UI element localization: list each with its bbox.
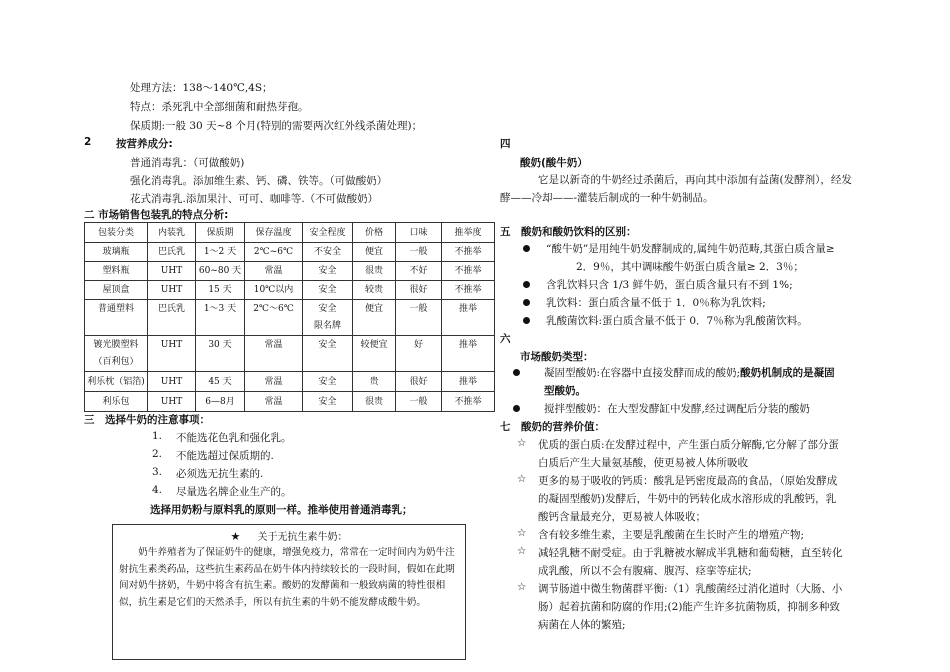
star-outline-icon: ☆ — [517, 437, 527, 449]
table-row — [85, 262, 495, 281]
table-cell: UHT — [148, 392, 196, 412]
s2-item-1: 普通消毒乳：（可做酸奶) — [130, 157, 245, 169]
feature-line: 特点：杀死乳中全部细菌和耐热芽孢。 — [130, 101, 309, 113]
table-cell: 贵 — [353, 372, 396, 392]
section-4-title: 酸奶(酸牛奶） — [520, 157, 588, 169]
table-cell: 不推举 — [442, 262, 495, 281]
s3-item-4-num: 4. — [152, 484, 163, 496]
s3-item-3-num: 3. — [152, 466, 163, 478]
s7-line: 减轻乳糖不耐受症。由于乳糖被水解成半乳糖和葡萄糖，直至转化 — [538, 547, 843, 559]
table-row — [85, 372, 495, 392]
table-cell: 安全 — [303, 336, 353, 372]
s7-line: 病菌在人体的繁殖; — [538, 619, 626, 631]
table-row — [85, 281, 495, 300]
bullet-icon — [523, 281, 530, 288]
table-header-cell: 安全程度 — [303, 223, 353, 243]
table-cell: 不推举 — [442, 243, 495, 262]
table-cell: 较贵 — [353, 281, 396, 300]
bullet-icon — [513, 405, 520, 412]
table-row — [85, 300, 495, 336]
s7-line: 含有较多维生素，主要是乳酸菌在生长时产生的增殖产物; — [538, 529, 805, 541]
table-cell: 一般 — [396, 300, 442, 336]
table-cell: 不好 — [396, 262, 442, 281]
s3-item-3: 必须选无抗生素的. — [176, 468, 264, 480]
star-outline-icon: ☆ — [517, 527, 527, 539]
s5-item-4: 乳酸菌饮料:蛋白质含量不低于 0．7％称为乳酸菌饮料。 — [546, 315, 808, 327]
table-cell: 45 天 — [196, 372, 245, 392]
s7-line: 优质的蛋白质:在发酵过程中，产生蛋白质分解酶,它分解了部分蛋 — [538, 439, 839, 451]
table-row — [85, 243, 495, 262]
table-header-cell: 价格 — [353, 223, 396, 243]
table-row — [85, 392, 495, 412]
table-header-cell: 推举度 — [442, 223, 495, 243]
table-cell: 安全 — [303, 372, 353, 392]
table-cell: 玻璃瓶 — [85, 243, 148, 262]
table-cell: 普通塑料 — [85, 300, 148, 336]
table-header-cell: 口味 — [396, 223, 442, 243]
table-cell: 安全 — [303, 392, 353, 412]
section-6-number: 六 — [500, 333, 511, 345]
table-cell: 巴氏乳 — [148, 300, 196, 336]
antibiotic-info-box — [112, 524, 466, 660]
section-3-title: 三 选择牛奶的注意事项： — [84, 414, 210, 426]
table-cell: 60~80 天 — [196, 262, 245, 281]
table-cell: UHT — [148, 336, 196, 372]
table-cell: 便宜 — [353, 243, 396, 262]
table-header-cell: 包装分类 — [85, 223, 148, 243]
section-6-title: 市场酸奶类型： — [520, 351, 594, 363]
s6-item-1-text: 凝固型酸奶:在容器中直接发酵而成的酸奶; — [544, 367, 741, 379]
table-cell: 推举 — [442, 336, 495, 372]
box-title-text: 关于无抗生素牛奶： — [257, 532, 348, 543]
cell-line: （百利包） — [93, 357, 139, 367]
table-header-row — [85, 223, 495, 243]
section-7-title: 七 酸奶的营养价值： — [500, 421, 605, 433]
table-cell: 常温 — [245, 392, 303, 412]
table-cell: 便宜 — [353, 300, 396, 336]
s7-line: 调节肠道中微生物菌群平衡:（1）乳酸菌经过消化道时（大肠、小 — [538, 583, 843, 595]
table-cell: 一般 — [396, 243, 442, 262]
s5-item-1: “酸牛奶”是用纯牛奶发酵制成的,属纯牛奶范畴,其蛋白质含量≥ — [546, 243, 835, 255]
s3-item-4: 尽量选名牌企业生产的。 — [176, 486, 292, 498]
s3-item-1-num: 1. — [152, 430, 163, 442]
table-cell: 1～3 天 — [196, 300, 245, 336]
table-cell: 塑料瓶 — [85, 262, 148, 281]
table-cell: 常温 — [245, 262, 303, 281]
s5-item-2: 含乳饮料只含 1/3 鲜牛奶，蛋白质含量只有不到 1%; — [546, 279, 793, 291]
s5-item-1-cont: 2．9％，其中调味酸牛奶蛋白质含量≥ 2．3％； — [576, 261, 804, 273]
s3-note: 选择用奶粉与原料乳的原则一样。推举使用普通消毒乳； — [150, 504, 413, 516]
table-cell: 常温 — [245, 372, 303, 392]
table-header-cell: 内装乳 — [148, 223, 196, 243]
table-header-cell: 保质期 — [196, 223, 245, 243]
star-outline-icon: ☆ — [517, 545, 527, 557]
s3-item-2-num: 2. — [152, 448, 163, 460]
table-cell: 1～2 天 — [196, 243, 245, 262]
table-cell: 利乐包 — [85, 392, 148, 412]
s3-item-2: 不能选超过保质期的. — [176, 450, 274, 462]
star-icon: ★ — [230, 530, 241, 543]
table-cell: 很好 — [396, 372, 442, 392]
table-cell: 不安全 — [303, 243, 353, 262]
s6-item-2: 搅拌型酸奶：在大型发酵缸中发酵,经过调配后分装的酸奶 — [544, 403, 810, 415]
s6-item-1-bold: 酸奶机制成的是凝固 — [740, 367, 835, 379]
section-2-title: 按营养成分: — [116, 138, 173, 150]
s7-line: 成乳酸，所以不会有腹痛、腹泻、痉挛等症状; — [538, 565, 752, 577]
cell-line: 安全 — [318, 304, 337, 314]
table-cell: 2℃～6℃ — [245, 300, 303, 336]
table-cell: 巴氏乳 — [148, 243, 196, 262]
s7-line: 更多的易于吸收的钙质：酸乳是钙密度最高的食品，（原始发酵成 — [538, 475, 838, 487]
table-cell: 30 天 — [196, 336, 245, 372]
s7-line: 酸钙含量最充分，更易被人体吸收； — [538, 511, 706, 523]
bullet-icon — [523, 245, 530, 252]
section-5-title: 五 酸奶和酸奶饮料的区别： — [500, 226, 637, 238]
table-cell: UHT — [148, 372, 196, 392]
s2-item-2: 强化消毒乳。添加维生素、钙、磷、铁等。（可做酸奶） — [130, 175, 388, 187]
table-cell: 利乐枕（铝箔) — [85, 372, 148, 392]
table-cell: 屋顶盒 — [85, 281, 148, 300]
section-4-number: 四 — [500, 138, 511, 150]
table-cell — [303, 300, 353, 336]
s2-item-3: 花式消毒乳.添加果汁、可可、咖啡等.（不可做酸奶） — [130, 193, 379, 205]
shelf-life-line: 保质期:一般 30 天~8 个月(特别的需要两次红外线杀菌处理)； — [130, 120, 423, 132]
star-outline-icon: ☆ — [517, 473, 527, 485]
table-cell: 很贵 — [353, 392, 396, 412]
table-header-cell: 保存温度 — [245, 223, 303, 243]
process-method: 处理方法：138～140℃,4S； — [130, 82, 273, 94]
table-cell: 6—8月 — [196, 392, 245, 412]
table-cell: 推举 — [442, 372, 495, 392]
table-cell: 很贵 — [353, 262, 396, 281]
s4-line-1: 它是以新奇的牛奶经过杀菌后，再向其中添加有益菌(发酵剂），经发 — [538, 174, 852, 186]
s6-item-1 — [544, 365, 835, 380]
table-cell: 不推举 — [442, 281, 495, 300]
box-title — [113, 528, 465, 543]
bullet-icon — [523, 299, 530, 306]
s3-item-1: 不能选花色乳和强化乳。 — [176, 432, 292, 444]
s6-item-1-cont: 型酸奶。 — [544, 385, 586, 397]
table-cell: 安全 — [303, 262, 353, 281]
s5-item-3: 乳饮料：蛋白质含量不低于 1．0％称为乳饮料; — [546, 297, 766, 309]
s7-line: 白质后产生大量氨基酸，使更易被人体所吸收 — [538, 457, 748, 469]
star-outline-icon: ☆ — [517, 581, 527, 593]
table-cell: 常温 — [245, 336, 303, 372]
table-cell — [85, 336, 148, 372]
table-cell: 很好 — [396, 281, 442, 300]
bullet-icon — [523, 317, 530, 324]
table-cell: 安全 — [303, 281, 353, 300]
bullet-icon — [513, 369, 520, 376]
table-title: 二 市场销售包装乳的特点分析: — [84, 209, 229, 221]
s4-line-2: 酵——冷却——-灌装后制成的一种牛奶制品。 — [500, 192, 714, 204]
table-cell: 好 — [396, 336, 442, 372]
table-cell: 15 天 — [196, 281, 245, 300]
s7-line: 肠）起着抗菌和防腐的作用;(2)能产生许多抗菌物质，抑制多种致 — [538, 601, 840, 613]
section-2-number: 2 — [84, 136, 92, 148]
table-cell: 一般 — [396, 392, 442, 412]
box-text: 奶牛养殖者为了保证奶牛的健康，增强免疫力，常常在一定时间内为奶牛注射抗生素类药品，这些抗生素药品在奶牛体内持续较长的一段时间，假如在此期间对奶牛挤奶，牛奶中将含有抗生素。酸奶的发酵菌和一般致病菌的特性很相似，抗生素是它们的天然杀手，所以有抗生素的牛奶不能发酵成酸牛奶。 — [119, 547, 455, 608]
table-cell: 不推举 — [442, 392, 495, 412]
table-cell: 推举 — [442, 300, 495, 336]
s7-line: 的凝固型酸奶)发酵后，牛奶中的钙转化成水溶形成的乳酸钙，乳 — [538, 493, 837, 505]
table-cell: UHT — [148, 281, 196, 300]
cell-line: 限名牌 — [313, 321, 341, 331]
packaging-table — [84, 222, 495, 412]
table-cell: 2℃~6℃ — [245, 243, 303, 262]
table-row — [85, 336, 495, 372]
cell-line: 镀光膜塑料 — [93, 340, 139, 350]
table-cell: 较便宜 — [353, 336, 396, 372]
table-cell: UHT — [148, 262, 196, 281]
table-cell: 10℃以内 — [245, 281, 303, 300]
